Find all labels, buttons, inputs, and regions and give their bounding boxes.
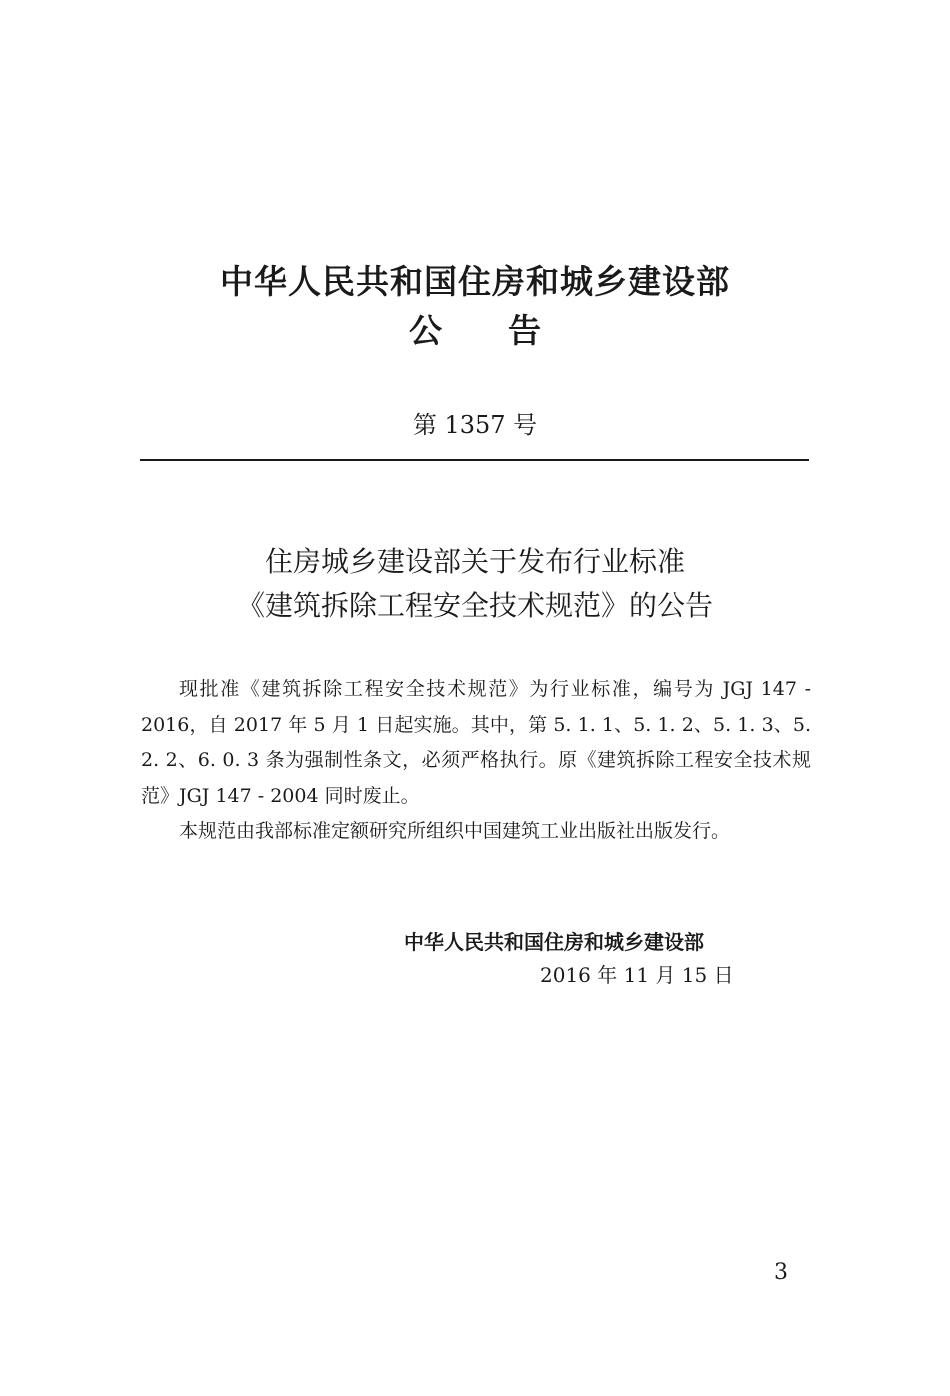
- notice-subject: [0, 540, 950, 628]
- notice-body: [141, 672, 811, 850]
- body-paragraph-2: 本规范由我部标准定额研究所组织中国建筑工业出版社出版发行。: [179, 820, 731, 842]
- body-paragraph-1: 现批准《建筑拆除工程安全技术规范》为行业标准，编号为 JGJ 147 - 2016，自 2017 年 5 月 1 日起实施。其中，第 5. 1. 1、5. 1. 2、5. 1. 3、5. 2. 2、6. 0. 3 条为强制性条文，必须严格执行。原《建筑拆除工程安全技术规范》JGJ 147 - 2004 同时废止。: [141, 678, 811, 807]
- signer: 中华人民共和国住房和城乡建设部: [404, 930, 704, 954]
- issue-date: 2016 年 11 月 15 日: [540, 963, 734, 987]
- subject-line-2: 《建筑拆除工程安全技术规范》的公告: [236, 589, 713, 622]
- subject-line-1: 住房城乡建设部关于发布行业标准: [264, 545, 685, 578]
- notice-title: [0, 307, 950, 355]
- notice-title-char-2: 告: [508, 311, 541, 350]
- ministry-title: 中华人民共和国住房和城乡建设部: [220, 262, 730, 301]
- page-number: 3: [774, 1260, 788, 1285]
- header-divider: [140, 459, 809, 461]
- notice-number: 第 1357 号: [412, 411, 538, 439]
- notice-title-char-1: 公: [409, 311, 442, 350]
